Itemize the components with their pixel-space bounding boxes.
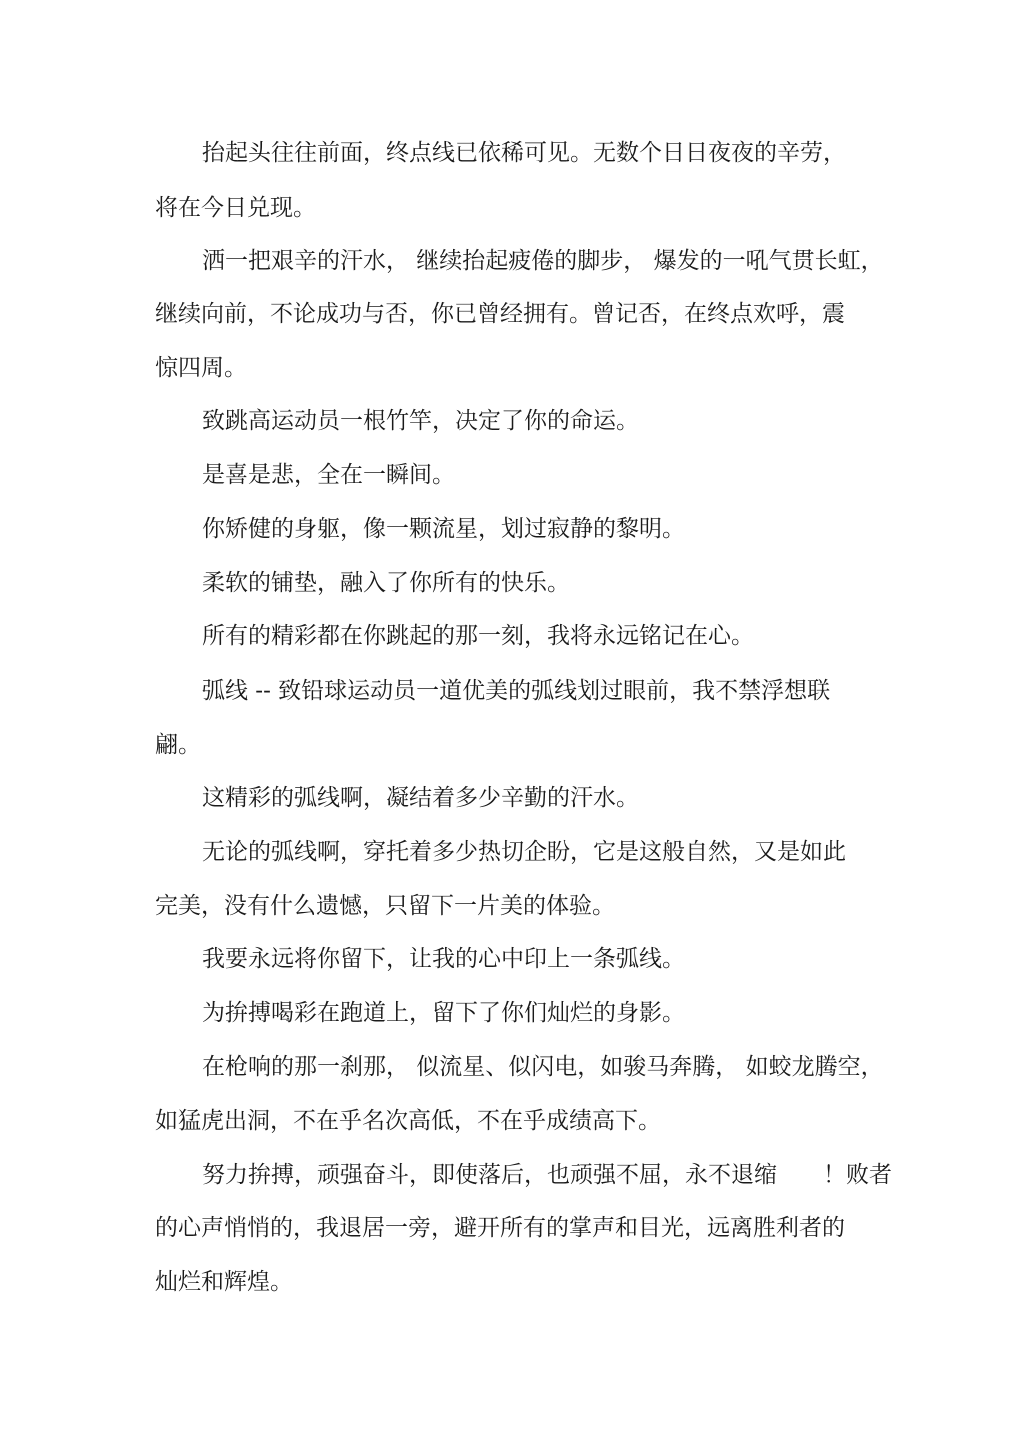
text-line: 这精彩的弧线啊，凝结着多少辛勤的汗水。 — [202, 785, 639, 811]
text-line: 翩。 — [155, 732, 201, 758]
text-line: 无论的弧线啊，穿托着多少热切企盼，它是这般自然，又是如此 — [202, 839, 846, 865]
text-line: 致跳高运动员一根竹竿，决定了你的命运。 — [202, 408, 639, 434]
text-line: 洒一把艰辛的汗水， 继续抬起疲倦的脚步， 爆发的一吼气贯长虹， — [202, 248, 884, 274]
text-line: 我要永远将你留下，让我的心中印上一条弧线。 — [202, 946, 685, 972]
text-line: 在枪响的那一刹那， 似流星、似闪电，如骏马奔腾， 如蛟龙腾空， — [202, 1054, 884, 1080]
text-line: 柔软的铺垫，融入了你所有的快乐。 — [202, 570, 570, 596]
text-line: 将在今日兑现。 — [155, 195, 316, 221]
text-line: 弧线 -- 致铅球运动员一道优美的弧线划过眼前，我不禁浮想联 — [202, 678, 831, 704]
text-line: 所有的精彩都在你跳起的那一刻，我将永远铭记在心。 — [202, 623, 754, 649]
text-line: 灿烂和辉煌。 — [155, 1269, 293, 1295]
text-line: 继续向前，不论成功与否，你已曾经拥有。曾记否，在终点欢呼，震 — [155, 301, 845, 327]
text-line: 惊四周。 — [155, 355, 247, 381]
text-line: 完美，没有什么遗憾，只留下一片美的体验。 — [155, 893, 615, 919]
text-line: 是喜是悲，全在一瞬间。 — [202, 462, 455, 488]
text-line: 的心声悄悄的，我退居一旁，避开所有的掌声和目光，远离胜利者的 — [155, 1215, 845, 1241]
text-line: 你矫健的身躯，像一颗流星，划过寂静的黎明。 — [202, 516, 685, 542]
text-line: 抬起头往往前面，终点线已依稀可见。无数个日日夜夜的辛劳， — [202, 140, 846, 166]
text-line: 为拚搏喝彩在跑道上，留下了你们灿烂的身影。 — [202, 1000, 685, 1026]
text-line: 如猛虎出洞，不在乎名次高低，不在乎成绩高下。 — [155, 1108, 661, 1134]
text-line: 努力拚搏，顽强奋斗，即使落后，也顽强不屈，永不退缩 ！败者 — [202, 1162, 892, 1188]
